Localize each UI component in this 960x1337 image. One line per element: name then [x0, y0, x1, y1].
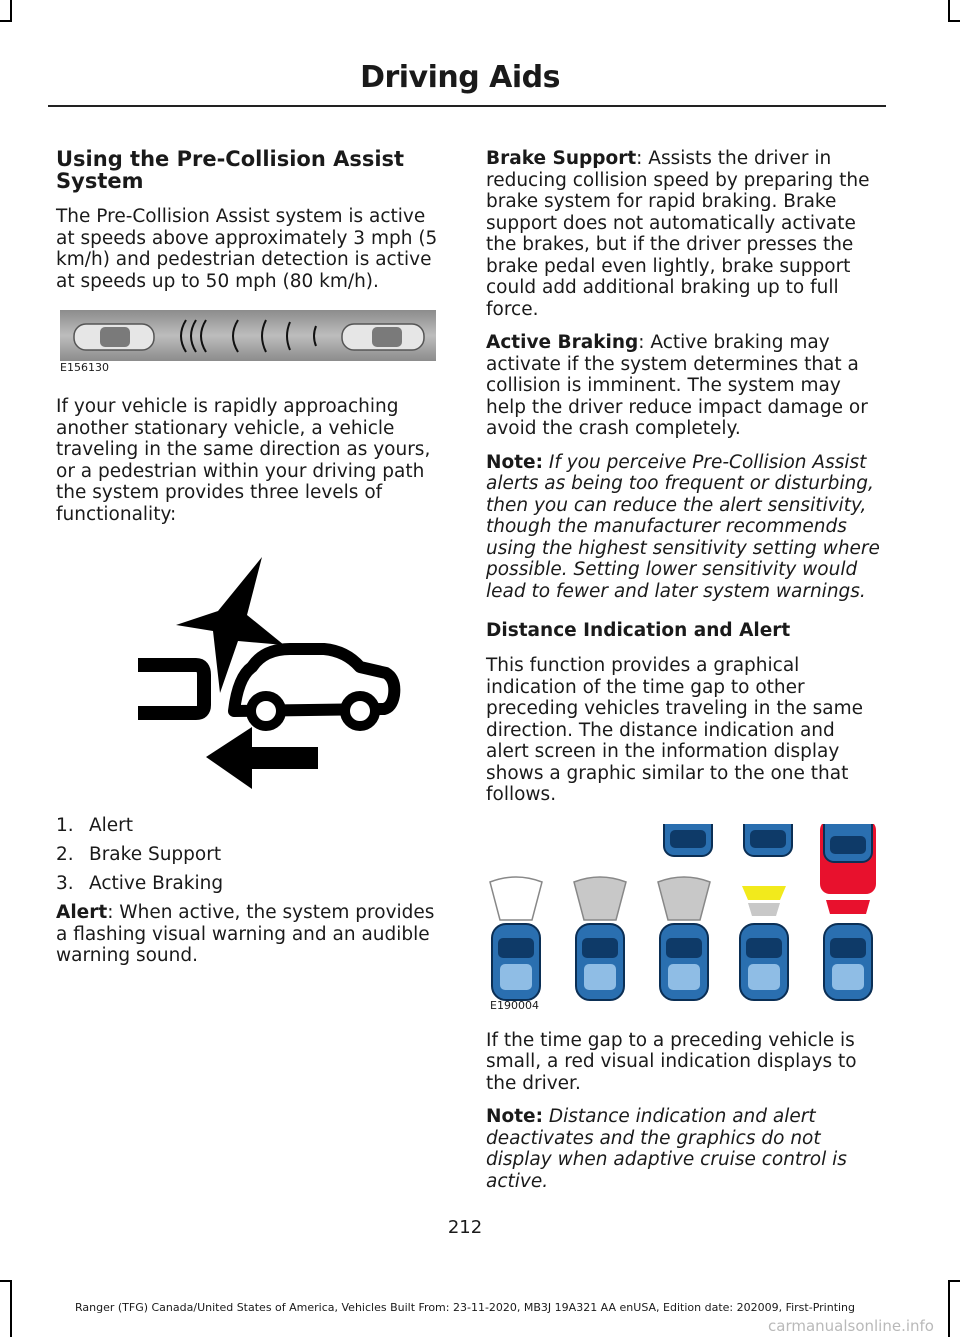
alert-paragraph	[56, 902, 448, 967]
crop-mark-br-h	[948, 1280, 960, 1282]
header-rule	[48, 105, 886, 107]
brake-support-paragraph: Brake Support: Assists the driver in reducing collision speed by preparing the brake system for rapid braking. Brake support does not automatically activate the brakes, but if the driver presses the brake pedal even lightly, brake support could add additional braking up to full force.	[486, 148, 870, 320]
figure-code: E190004	[490, 998, 539, 1012]
list-item: 3. Active Braking	[56, 873, 224, 894]
crop-mark-tl-h	[0, 20, 12, 22]
footer-text: Ranger (TFG) Canada/United States of America, Vehicles Built From: 23-11-2020, MB3J 19A321 AA enUSA, Edition date: 202009, First-Printing	[74, 1301, 856, 1314]
active-braking-term: Active Braking	[486, 332, 639, 353]
note-label: Note:	[486, 1106, 543, 1127]
page-number: 212	[447, 1217, 483, 1238]
front-car-icon	[342, 324, 424, 350]
crop-mark-bl-h	[0, 1280, 12, 1282]
alert-text: : When active, the system provides a flashing visual warning and an audible warning sound.	[56, 902, 435, 966]
watermark: carmanualsonline.info	[768, 1317, 934, 1335]
section-heading: Using the Pre-Collision Assist System	[56, 147, 405, 193]
crop-mark-tr-v	[948, 0, 950, 22]
list-item: 1. Alert	[56, 815, 134, 836]
alert-term: Alert	[56, 902, 108, 923]
distance-waves-illustration	[56, 306, 438, 376]
figure-distance-indication	[486, 824, 882, 1014]
rear-car-icon	[74, 324, 154, 350]
section-title: Driving Aids	[360, 60, 560, 95]
crop-mark-tl-v	[10, 0, 12, 22]
collision-warning-icon	[56, 545, 448, 805]
intro-paragraph: The Pre-Collision Assist system is active at speeds above approximately 3 mph (5 km/h) and pedestrian detection is active at speeds up to 50 mph (80 km/h).	[56, 206, 438, 292]
right-column	[486, 148, 882, 1204]
levels-paragraph: If your vehicle is rapidly approaching another stationary vehicle, a vehicle traveling in the same direction as yours, or a pedestrian within your driving path the system provides three levels of functionality:	[56, 396, 431, 525]
figure-collision-warning	[56, 545, 448, 805]
distance-indication-graphic	[486, 824, 882, 1014]
subheading: Distance Indication and Alert	[486, 620, 791, 641]
distance-paragraph: This function provides a graphical indication of the time gap to other preceding vehicles traveling in the same direction. The distance indication and alert screen in the information display shows a graphic similar to the one that follows.	[486, 655, 864, 805]
note-paragraph-2: Note: Distance indication and alert deactivates and the graphics do not display when adaptive cruise control is active.	[486, 1106, 847, 1192]
crop-mark-tr-h	[948, 20, 960, 22]
active-braking-paragraph: Active Braking: Active braking may activate if the system determines that a collision is imminent. The system may help the driver reduce impact damage or avoid the crash completely.	[486, 332, 868, 439]
figure-code: E156130	[60, 361, 109, 374]
brake-support-term: Brake Support	[486, 148, 637, 169]
functionality-list	[56, 815, 448, 895]
list-item: 2. Brake Support	[56, 844, 222, 865]
crop-mark-br-v	[948, 1280, 950, 1337]
note-paragraph: Note: If you perceive Pre-Collision Assist alerts as being too frequent or disturbing, then you can reduce the alert sensitivity, though the manufacturer recommends using the highest sensitivity setting where possible. Setting lower sensitivity would lead to fewer and later system warnings.	[486, 451, 880, 602]
note-label: Note:	[486, 451, 543, 473]
figure-distance-waves	[56, 306, 438, 376]
gap-paragraph: If the time gap to a preceding vehicle is small, a red visual indication displays to the driver.	[486, 1029, 857, 1094]
left-column	[56, 148, 448, 979]
